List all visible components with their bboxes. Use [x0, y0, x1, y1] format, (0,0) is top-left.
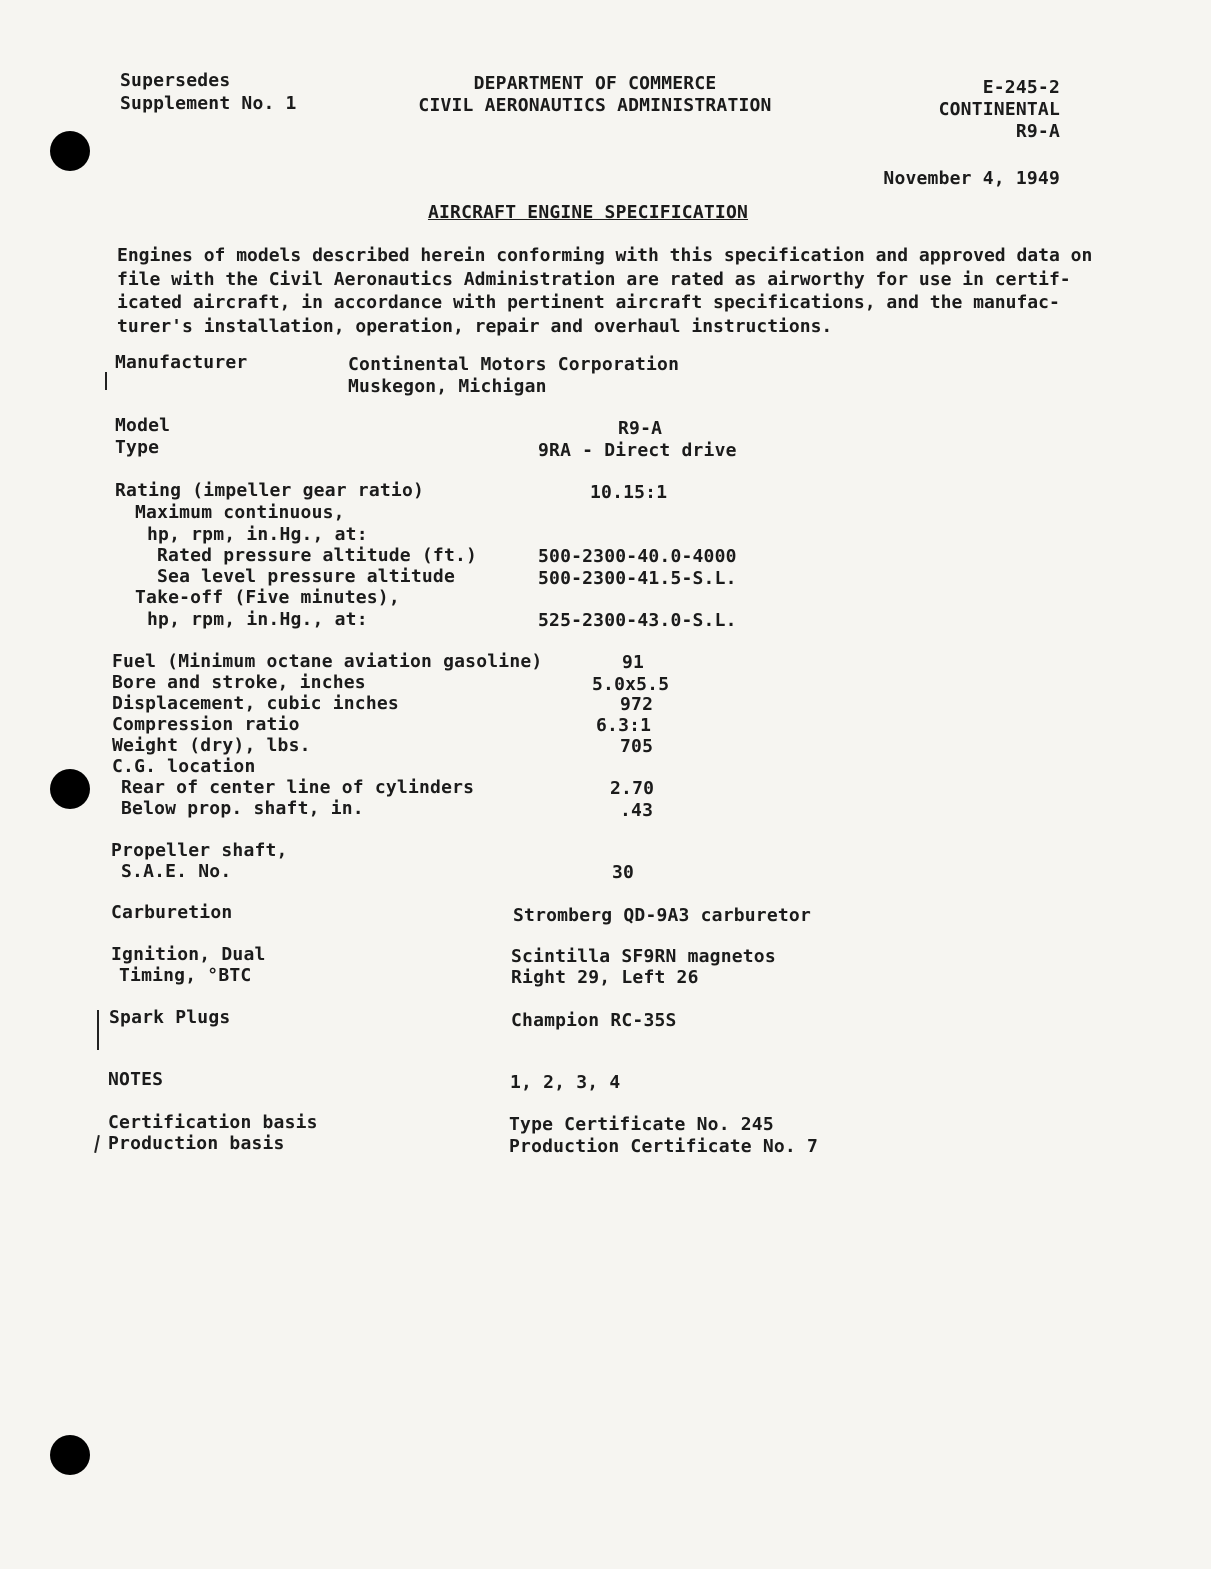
max-continuous-label: Maximum continuous,: [135, 502, 345, 523]
carburetion-label: Carburetion: [111, 902, 233, 923]
manufacturer-city: Muskegon, Michigan: [348, 376, 547, 397]
punch-hole-top: [50, 131, 90, 171]
administration-heading: CIVIL AERONAUTICS ADMINISTRATION: [418, 95, 772, 116]
model-tag: R9-A: [1015, 121, 1060, 142]
manufacturer-label: Manufacturer: [115, 352, 248, 373]
carburetion-value: Stromberg QD-9A3 carburetor: [513, 905, 811, 926]
intro-paragraph: [117, 244, 1093, 338]
intro-line: file with the Civil Aeronautics Administration are rated as airworthy for use in certif-: [117, 268, 1071, 290]
timing-label: Timing, °BTC: [119, 965, 252, 986]
weight-label: Weight (dry), lbs.: [112, 735, 311, 756]
weight-value: 705: [620, 736, 654, 757]
displacement-label: Displacement, cubic inches: [112, 693, 399, 714]
fuel-label: Fuel (Minimum octane aviation gasoline): [112, 651, 543, 672]
production-basis-value: Production Certificate No. 7: [509, 1136, 819, 1157]
hp-rpm-label: hp, rpm, in.Hg., at:: [147, 524, 368, 545]
certification-basis-value: Type Certificate No. 245: [509, 1114, 774, 1135]
rating-value: 10.15:1: [590, 482, 668, 503]
department-heading: DEPARTMENT OF COMMERCE: [473, 73, 717, 94]
document-title: AIRCRAFT ENGINE SPECIFICATION: [427, 202, 749, 223]
sea-level-value: 500-2300-41.5-S.L.: [538, 568, 737, 589]
manufacturer-tag: CONTINENTAL: [938, 99, 1060, 120]
rated-altitude-label: Rated pressure altitude (ft.): [157, 545, 478, 566]
notes-label: NOTES: [108, 1069, 164, 1090]
model-value: R9-A: [618, 418, 663, 439]
compression-label: Compression ratio: [112, 714, 300, 735]
fuel-value: 91: [622, 652, 645, 673]
bore-stroke-value: 5.0x5.5: [592, 674, 670, 695]
document-date: November 4, 1949: [883, 168, 1060, 189]
revision-mark: [97, 1010, 99, 1050]
model-label: Model: [115, 415, 171, 436]
manufacturer-name: Continental Motors Corporation: [348, 354, 680, 375]
revision-mark: [94, 1135, 100, 1153]
displacement-value: 972: [620, 694, 654, 715]
compression-value: 6.3:1: [596, 715, 652, 736]
cg-rear-label: Rear of center line of cylinders: [121, 777, 475, 798]
sae-number-value: 30: [612, 862, 635, 883]
timing-value: Right 29, Left 26: [511, 967, 699, 988]
production-basis-label: Production basis: [108, 1133, 285, 1154]
punch-hole-middle: [50, 769, 90, 809]
rating-label: Rating (impeller gear ratio): [115, 480, 425, 501]
sea-level-label: Sea level pressure altitude: [157, 566, 455, 587]
intro-line: icated aircraft, in accordance with pertinent aircraft specifications, and the manufac-: [117, 292, 1060, 313]
supersedes-label: Supersedes: [120, 70, 231, 91]
intro-line: turer's installation, operation, repair and overhaul instructions.: [117, 315, 833, 337]
cg-location-label: C.G. location: [112, 756, 256, 777]
cg-rear-value: 2.70: [610, 778, 655, 799]
bore-stroke-label: Bore and stroke, inches: [112, 672, 366, 693]
supplement-label: Supplement No. 1: [120, 93, 297, 114]
type-value: 9RA - Direct drive: [538, 440, 737, 461]
cg-below-value: .43: [620, 800, 654, 821]
propeller-shaft-label: Propeller shaft,: [111, 840, 288, 861]
type-label: Type: [115, 437, 160, 458]
notes-value: 1, 2, 3, 4: [510, 1072, 621, 1093]
hp-rpm-label-takeoff: hp, rpm, in.Hg., at:: [147, 609, 368, 630]
takeoff-label: Take-off (Five minutes),: [135, 587, 400, 608]
ignition-label: Ignition, Dual: [111, 944, 266, 965]
spec-number: E-245-2: [982, 77, 1060, 98]
rated-altitude-value: 500-2300-40.0-4000: [538, 546, 737, 567]
spark-plugs-label: Spark Plugs: [109, 1007, 231, 1028]
sae-number-label: S.A.E. No.: [121, 861, 232, 882]
revision-mark: [105, 372, 107, 390]
takeoff-value: 525-2300-43.0-S.L.: [538, 610, 737, 631]
ignition-value: Scintilla SF9RN magnetos: [511, 946, 776, 967]
punch-hole-bottom: [50, 1435, 90, 1475]
intro-line: Engines of models described herein conforming with this specification and approved data on: [117, 245, 1093, 266]
certification-basis-label: Certification basis: [108, 1112, 318, 1133]
cg-below-label: Below prop. shaft, in.: [121, 798, 364, 819]
spark-plugs-value: Champion RC-35S: [511, 1010, 677, 1031]
